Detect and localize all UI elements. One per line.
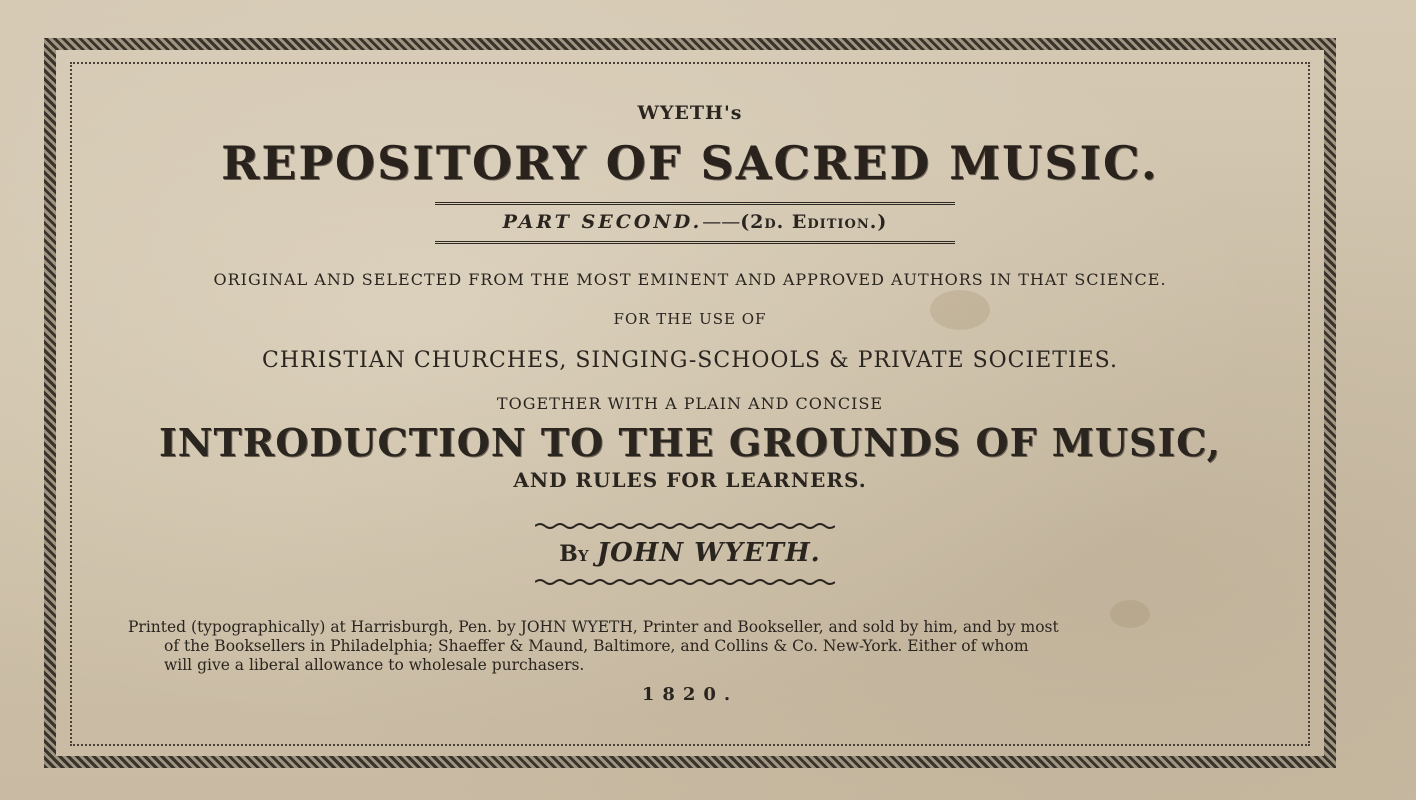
author-name: JOHN WYETH. (596, 538, 821, 568)
christian-churches-line: CHRISTIAN CHURCHES, SINGING-SCHOOLS & PRIVATE SOCIETIES. (262, 348, 1118, 373)
part-edition-text (435, 211, 955, 233)
possessive-heading: WYETH's (637, 102, 743, 124)
imprint-block (128, 618, 1248, 675)
together-line: TOGETHER WITH A PLAIN AND CONCISE (496, 394, 884, 413)
title-page-content (90, 92, 1290, 722)
original-selected-line: ORIGINAL AND SELECTED FROM THE MOST EMINENT AND APPROVED AUTHORS IN THAT SCIENCE. (213, 270, 1167, 289)
part-dash: —— (702, 211, 741, 233)
for-use-line: FOR THE USE OF (613, 310, 767, 328)
publication-year: 1820. (641, 684, 739, 705)
rules-line: AND RULES FOR LEARNERS. (513, 468, 867, 492)
edition-label: (2d. Edition.) (740, 211, 888, 233)
part-label: PART SECOND. (502, 211, 703, 233)
byline (90, 538, 1290, 568)
main-title: REPOSITORY OF SACRED MUSIC. (221, 136, 1159, 190)
part-edition-banner (435, 202, 955, 244)
wavy-rule-bottom (535, 578, 835, 586)
imprint-line: will give a liberal allowance to wholesale purchasers. (164, 656, 585, 674)
by-label: By (559, 541, 589, 567)
imprint-line: of the Booksellers in Philadelphia; Shaeffer & Maund, Baltimore, and Collins & Co. New-York. Either of whom (164, 637, 1029, 655)
imprint-line: Printed (typographically) at Harrisburgh, Pen. by JOHN WYETH, Printer and Bookseller, and sold by him, and by most (128, 618, 1059, 636)
introduction-title: INTRODUCTION TO THE GROUNDS OF MUSIC, (158, 420, 1222, 465)
wavy-rule-top (535, 522, 835, 530)
